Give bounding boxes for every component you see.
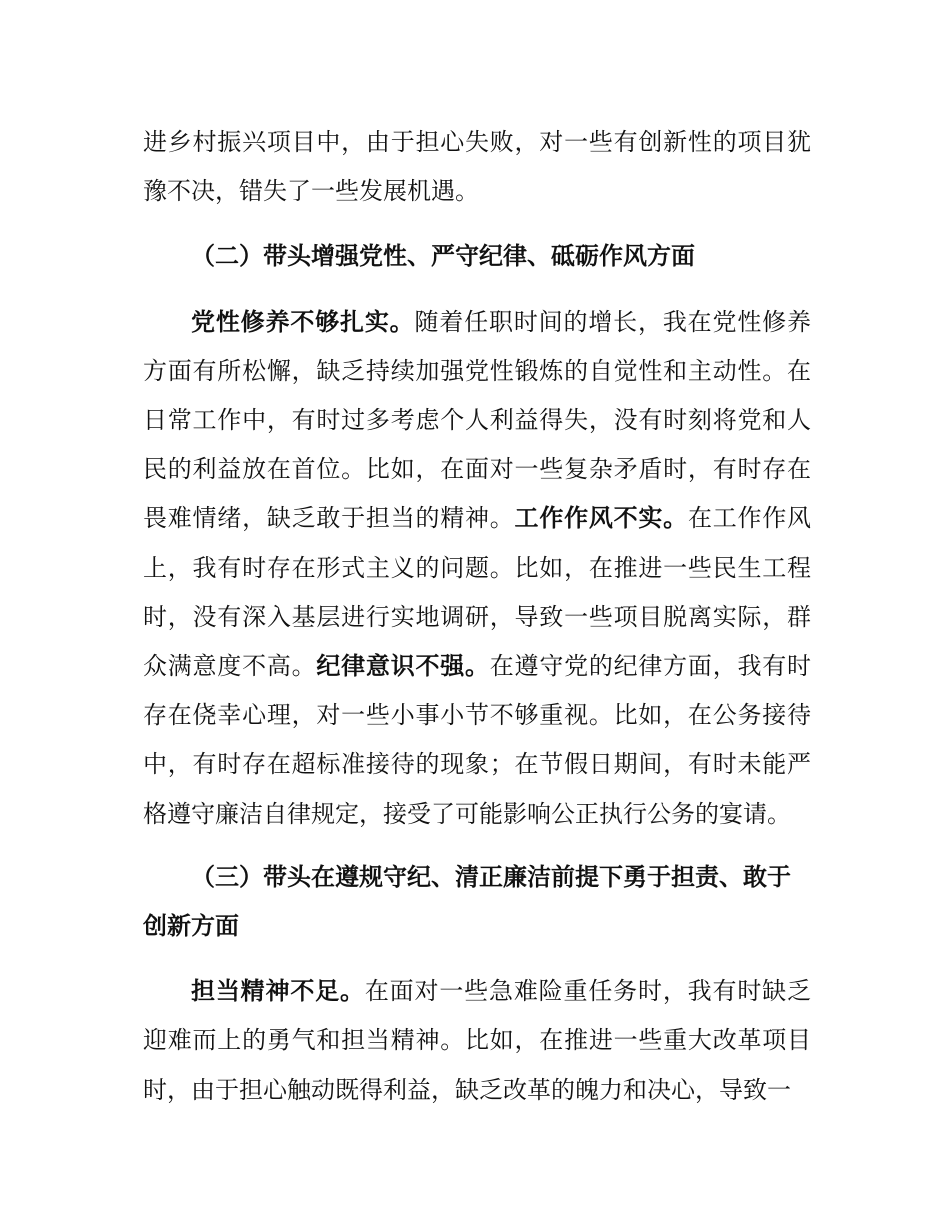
point-text-responsibility: 在面对一些急难险重任务时，我有时缺乏迎难而上的勇气和担当精神。比如，在推进一些重大改革项目时，由于担心触动既得利益，缺乏改革的魄力和决心，导致一 xyxy=(143,977,812,1104)
point-lead-work-style: 工作作风不实。 xyxy=(514,504,688,533)
point-lead-responsibility: 担当精神不足。 xyxy=(191,977,365,1006)
point-text-discipline: 在遵守党的纪律方面，我有时存在侥幸心理，对一些小事小节不够重视。比如，在公务接待中，有时存在超标准接待的现象；在节假日期间，有时未能严格遵守廉洁自律规定，接受了可能影响公正执行公务的宴请。 xyxy=(143,652,812,828)
point-lead-party-spirit: 党性修养不够扎实。 xyxy=(191,307,415,336)
point-text-work-style: 在工作作风上，我有时存在形式主义的问题。比如，在推进一些民生工程时，没有深入基层进行实地调研，导致一些项目脱离实际，群众满意度不高。 xyxy=(143,504,812,681)
section-three-heading: （三）带头在遵规守纪、清正廉洁前提下勇于担责、敢于创新方面 xyxy=(143,862,791,941)
point-text-party-spirit: 随着任职时间的增长，我在党性修养方面有所松懈，缺乏持续加强党性锻炼的自觉性和主动性。在日常工作中，有时过多考虑个人利益得失，没有时刻将党和人民的利益放在首位。比如，在面对一些复杂矛盾时，有时存在畏难情绪，缺乏敢于担当的精神。 xyxy=(143,307,811,533)
intro-paragraph: 进乡村振兴项目中，由于担心失败，对一些有创新性的项目犹豫不决，错失了一些发展机遇。 xyxy=(143,128,811,206)
point-lead-discipline: 纪律意识不强。 xyxy=(316,652,490,681)
document-body xyxy=(143,118,811,1115)
section-three-paragraph xyxy=(143,967,811,1115)
section-two-paragraph xyxy=(143,298,811,839)
section-two-heading: （二）带头增强党性、严守纪律、砥砺作风方面 xyxy=(191,242,695,271)
